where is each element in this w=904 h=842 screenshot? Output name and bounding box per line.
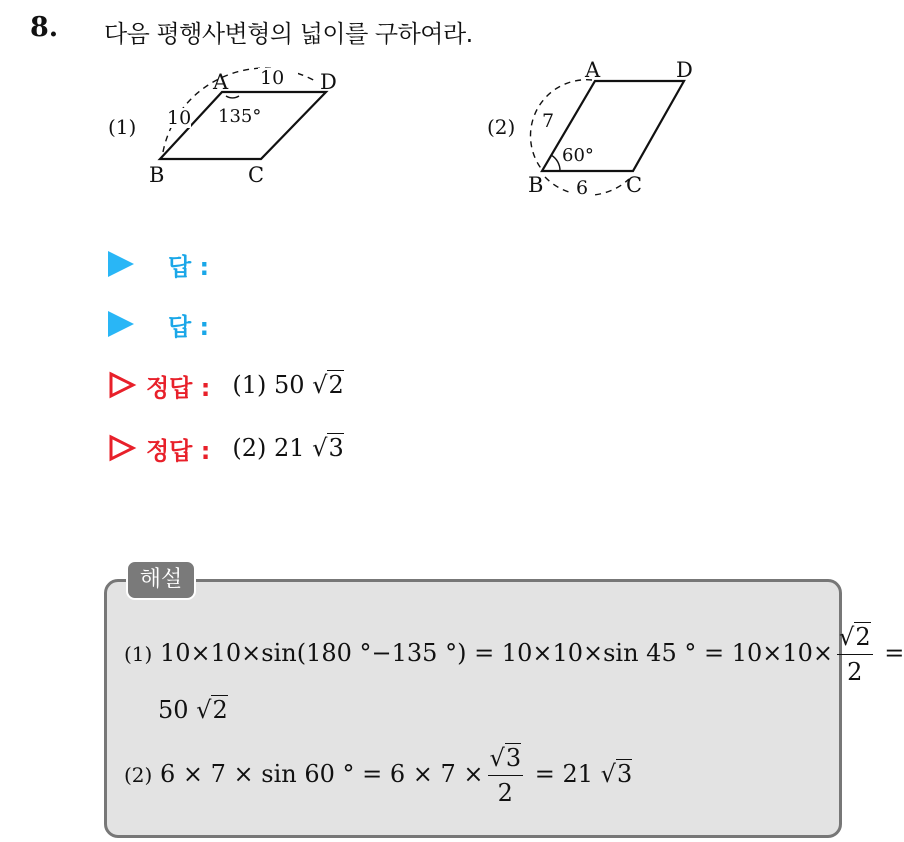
correct-answer-label: 정답 : <box>146 436 211 465</box>
outline-arrow-icon <box>108 434 136 462</box>
play-arrow-icon <box>108 251 134 277</box>
solution-line-3-expr: 6 × 7 × sin 60 ° = 6 × 7 × <box>159 760 484 788</box>
fraction-sqrt3-over-2: $\frac{√3}{2}$ <box>488 741 524 810</box>
side-ab-label-2: 7 <box>542 110 555 132</box>
answer-row-1 <box>108 249 209 279</box>
solution-line-3-radicand: 3 <box>616 760 633 788</box>
vertex-d-1: D <box>320 70 337 94</box>
side-ad-label: 10 <box>260 67 285 89</box>
figure-1-label: (1) <box>108 115 137 139</box>
answer-label: 답 : <box>168 252 210 281</box>
fraction-sqrt2-over-2: $\frac{√2}{2}$ <box>837 620 873 689</box>
correct-answer-1-radicand: 2 <box>328 371 344 399</box>
solution-line-1-tail: = <box>884 639 904 667</box>
solution-line-1-expr: 10×10×sin(180 °−135 °) = 10×10×sin 45 ° = 10×10× <box>159 639 834 667</box>
angle-mark-1 <box>226 96 239 98</box>
question-text: 다음 평행사변형의 넓이를 구하여라. <box>104 20 473 48</box>
correct-answer-row-2 <box>108 433 344 463</box>
vertex-c-2: C <box>626 173 643 197</box>
solution-line-2-radicand: 2 <box>212 696 228 724</box>
angle-label-2: 60° <box>562 145 594 166</box>
vertex-d-2: D <box>676 58 693 82</box>
vertex-b-2: B <box>528 173 544 197</box>
parallelogram-figures <box>0 0 884 240</box>
correct-answer-label: 정답 : <box>146 373 211 402</box>
outline-arrow-icon <box>108 371 136 399</box>
angle-label-1: 135° <box>218 106 262 127</box>
solution-line-1-label: (1) <box>124 642 153 666</box>
side-ab-label: 10 <box>167 107 192 129</box>
figure-2 <box>487 58 693 199</box>
solution-tab: 해설 <box>126 560 196 600</box>
correct-answer-1: (1) 50 √2 <box>232 371 344 399</box>
vertex-a-2: A <box>585 58 601 82</box>
correct-answer-2-radicand: 3 <box>328 434 344 462</box>
figure-2-label: (2) <box>487 115 516 139</box>
play-arrow-icon <box>108 311 134 337</box>
solution-line-2: 50 √2 <box>158 696 228 724</box>
solution-line-3-tail: = 21 <box>534 760 594 788</box>
solution-line-2-value: 50 <box>158 696 189 724</box>
side-bc-label: 6 <box>576 177 589 199</box>
answer-row-2 <box>108 309 209 339</box>
correct-answer-2-value: (2) 21 <box>232 434 305 462</box>
vertex-a-1: A <box>213 70 229 94</box>
correct-answer-1-value: (1) 50 <box>232 371 305 399</box>
solution-line-3-label: (2) <box>124 763 153 787</box>
angle-mark-2 <box>551 155 560 171</box>
vertex-c-1: C <box>248 163 265 187</box>
correct-answer-row-1 <box>108 370 344 400</box>
correct-answer-2: (2) 21 √3 <box>232 434 344 462</box>
question-number: 8. <box>30 12 59 43</box>
answer-label: 답 : <box>168 312 210 341</box>
solution-line-1 <box>124 620 904 689</box>
solution-line-3: (2) 6 × 7 × sin 60 ° = 6 × 7 × $\frac{√3}{2}$ = 21 √3 <box>124 741 632 810</box>
vertex-b-1: B <box>149 163 165 187</box>
figure-1 <box>108 67 337 187</box>
